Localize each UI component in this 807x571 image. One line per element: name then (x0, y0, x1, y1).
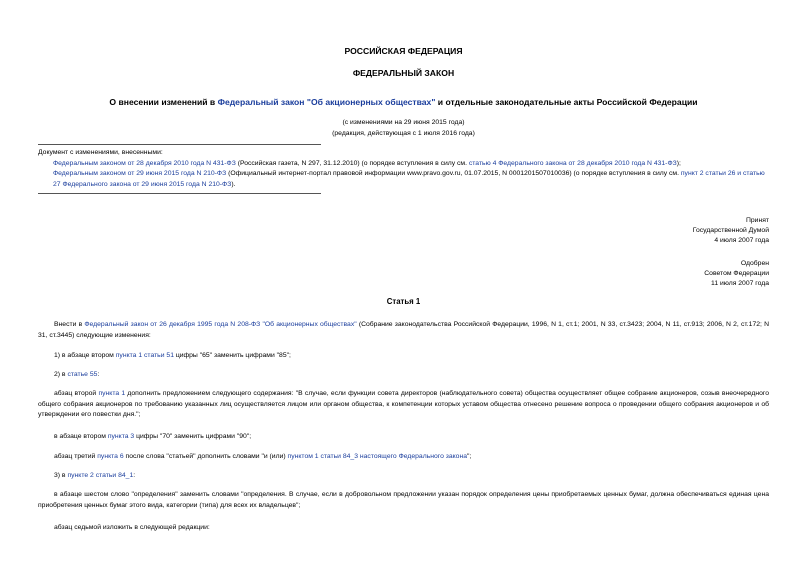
approved-line-1: Одобрен (740, 260, 769, 267)
article-paragraph-3 (38, 370, 769, 381)
article-paragraph-1 (38, 320, 769, 341)
document-title (0, 97, 807, 109)
paragraph-7-text: 3) в (54, 472, 68, 479)
paragraph-6-rest: "; (467, 453, 472, 460)
article-paragraph-4 (38, 389, 769, 421)
paragraph-6-text: абзац третий (54, 453, 98, 460)
change-item-2-law-link[interactable]: Федеральным законом от 29 июня 2015 года N 210-ФЗ (53, 170, 227, 178)
paragraph-6-mid: после слова "статьей" дополнить словами "и (или) (123, 453, 288, 460)
title-law-link[interactable]: Федеральный закон "Об акционерных обществах" (217, 97, 436, 107)
change-item-1-end: ); (676, 159, 681, 167)
change-item-1 (38, 159, 773, 170)
title-prefix: О внесении изменений в (109, 97, 218, 107)
approved-block (704, 259, 769, 290)
paragraph-3-link[interactable]: статье 55 (67, 371, 98, 378)
change-item-1-text: (Российская газета, N 297, 31.12.2010) (о порядке вступления в силу см. (235, 159, 469, 167)
paragraph-7-rest: : (133, 472, 136, 479)
article-heading: Статья 1 (386, 297, 421, 306)
change-item-2 (38, 169, 773, 190)
article-paragraph-6 (38, 452, 769, 463)
paragraph-1-text: Внести в (54, 321, 85, 328)
approved-line-2: Советом Федерации (704, 270, 769, 278)
paragraph-2-text: 1) в абзаце втором (54, 352, 116, 359)
law-type-heading: ФЕДЕРАЛЬНЫЙ ЗАКОН (352, 68, 455, 78)
accepted-line-2: Государственной Думой (692, 227, 769, 235)
change-item-2-article-link[interactable]: пункт 2 статьи 26 и статью 27 Федерального закона от 29 июня 2015 года N 210-ФЗ (53, 170, 765, 188)
paragraph-3-rest: : (97, 371, 100, 378)
paragraph-5-text: в абзаце втором (54, 433, 108, 440)
article-paragraph-7 (38, 471, 769, 482)
paragraph-6-link-2[interactable]: пунктом 1 статьи 84_3 настоящего Федерального закона (287, 453, 468, 460)
approved-line-3: 11 июля 2007 года (711, 280, 769, 288)
paragraph-2-link[interactable]: пункта 1 статьи 51 (115, 352, 174, 359)
change-item-2-text: (Официальный интернет-портал правовой информации www.pravo.gov.ru, 01.07.2015, N 0001201507010036) (о порядке вступления в силу см. (226, 170, 681, 178)
paragraph-3-text: 2) в (54, 371, 68, 378)
article-paragraph-2 (38, 351, 769, 362)
paragraph-5-rest: цифры "70" заменить цифрами "90"; (134, 433, 252, 440)
article-paragraph-5 (38, 432, 769, 443)
changes-intro: Документ с изменениями, внесенными: (38, 149, 163, 156)
edition-revision-line: (редакция, действующая с 1 июля 2016 года) (332, 130, 475, 137)
article-paragraph-8: в абзаце шестом слово "определения" заменить словами "определения. В случае, если в добровольном предложении указан порядок определения цены приобретаемых ценных бумаг, должна обеспечиваться единая цена приобретения ценных бумаг этого вида, категории (типа) для всех их владельцев"; (38, 491, 769, 509)
accepted-line-1: Принят (745, 217, 769, 224)
article-paragraph-9: абзац седьмой изложить в следующей редакции: (54, 524, 210, 531)
edition-changes-line: (с изменениями на 29 июня 2015 года) (342, 119, 465, 126)
change-item-1-article-link[interactable]: статью 4 Федерального закона от 28 декабря 2010 года N 431-ФЗ (468, 159, 677, 167)
paragraph-6-link-1[interactable]: пункта 6 (97, 453, 124, 460)
divider-bottom (38, 193, 321, 194)
paragraph-4-link[interactable]: пункта 1 (98, 390, 126, 397)
paragraph-7-link[interactable]: пункте 2 статьи 84_1 (67, 472, 134, 479)
paragraph-4-rest: дополнить предложением следующего содержания: "В случае, если функции совета директоров (наблюдательного совета) общества осуществляет общее собрание акционеров, созыв внеочередного общего собрания акционеров по требованию указанных лиц осуществляется лицом или органом общества, к компетенции которых уставом общества отнесено решение вопроса о проведении общего собрания акционеров и об утверждении его повестки дня."; (38, 390, 769, 419)
change-item-1-law-link[interactable]: Федеральным законом от 28 декабря 2010 года N 431-ФЗ (53, 159, 236, 167)
title-suffix: и отдельные законодательные акты Российской Федерации (435, 97, 698, 107)
change-item-2-end: ). (231, 180, 236, 188)
paragraph-1-law-link[interactable]: Федеральный закон от 26 декабря 1995 года N 208-ФЗ "Об акционерных обществах" (84, 321, 357, 328)
paragraph-4-text: абзац второй (54, 390, 99, 397)
paragraph-1-rest: (Собрание законодательства Российской Федерации, 1996, N 1, ст.1; 2001, N 33, ст.3423; 2004, N 11, ст.913; 2006, N 2, ст.172; N 31, ст.3445) следующие изменения: (38, 321, 769, 339)
divider-top (38, 144, 321, 145)
accepted-line-3: 4 июля 2007 года (714, 237, 769, 245)
country-heading: РОССИЙСКАЯ ФЕДЕРАЦИЯ (344, 46, 463, 56)
paragraph-5-link[interactable]: пункта 3 (107, 433, 135, 440)
paragraph-2-rest: цифры "65" заменить цифрами "85"; (173, 352, 291, 359)
accepted-block (693, 216, 769, 247)
changes-block (38, 148, 773, 190)
